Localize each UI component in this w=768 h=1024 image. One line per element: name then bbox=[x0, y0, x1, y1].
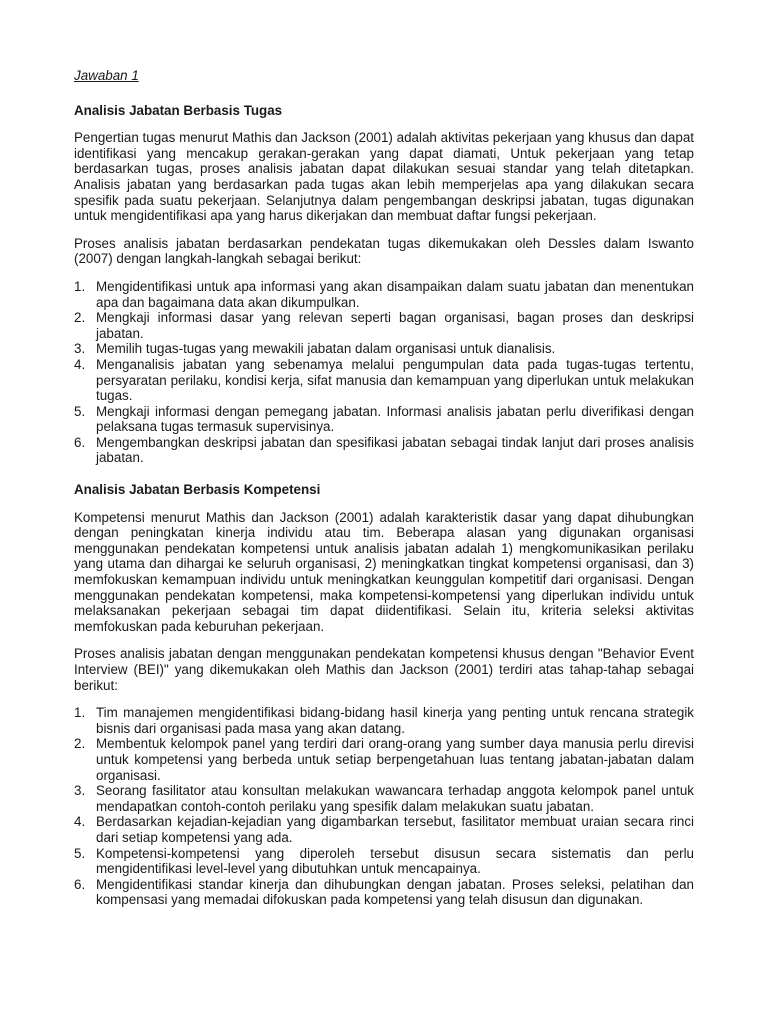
list-item-text: Mengidentifikasi untuk apa informasi yang akan disampaikan dalam suatu jabatan dan menentukan apa dan bagaimana data akan dikumpulkan. bbox=[96, 278, 694, 310]
section-title-task-based: Analisis Jabatan Berbasis Tugas bbox=[74, 102, 283, 118]
list-item bbox=[74, 435, 694, 466]
paragraph: Kompetensi menurut Mathis dan Jackson (2001) adalah karakteristik dasar yang dapat dihubungkan dengan peningkatan kinerja individu atau tim. Beberapa alasan yang digunakan organisasi menggunakan pendekatan kompetensi untuk analisis jabatan adalah 1) mengkomunikasikan perilaku yang utama dan dihargai ke seluruh organisasi, 2) meningkatkan tingkat kompetensi organisasi, dan 3) memfokuskan kemampuan individu untuk meningkatkan keunggulan kompetitif dari organisasi. Dengan menggunakan pendekatan kompetensi, maka kompetensi-kompetensi yang diperlukan individu untuk melaksanakan pekerjaan sebagai tim dapat diidentifikasi. Selain itu, kriteria seleksi aktivitas memfokuskan pada keburuhan pekerjaan. bbox=[74, 509, 694, 634]
list-number: 3. bbox=[74, 783, 86, 799]
list-number: 4. bbox=[74, 356, 86, 372]
list-item bbox=[74, 357, 694, 404]
list-item bbox=[74, 814, 694, 845]
list-number: 3. bbox=[74, 341, 86, 357]
section-title-competency-based: Analisis Jabatan Berbasis Kompetensi bbox=[74, 482, 321, 498]
list-number: 4. bbox=[74, 814, 86, 830]
list-item bbox=[74, 705, 694, 736]
list-number: 5. bbox=[74, 403, 86, 419]
list-item-text: Mengkaji informasi dasar yang relevan seperti bagan organisasi, bagan proses dan deskripsi jabatan. bbox=[96, 310, 694, 341]
list-item-text: Kompetensi-kompetensi yang diperoleh tersebut disusun secara sistematis dan perlu mengidentifikasi level-level yang dibutuhkan untuk mencapainya. bbox=[96, 845, 694, 877]
list-item-text: Seorang fasilitator atau konsultan melakukan wawancara terhadap anggota kelompok panel untuk mendapatkan contoh-contoh perilaku yang spesifik dalam melakukan suatu jabatan. bbox=[96, 783, 694, 814]
list-item bbox=[74, 736, 694, 783]
list-number: 1. bbox=[74, 278, 86, 294]
paragraph: Pengertian tugas menurut Mathis dan Jackson (2001) adalah aktivitas pekerjaan yang khusus dan dapat identifikasi yang mencakup gerakan-gerakan yang dapat diamati, Untuk pekerjaan yang tetap berdasarkan tugas, proses analisis jabatan dapat dilakukan sesuai standar yang telah ditetapkan. Analisis jabatan yang berdasarkan pada tugas akan lebih memperjelas apa yang dilakukan secara spesifik pada suatu pekerjaan. Selanjutnya dalam pengembangan deskripsi jabatan, tugas digunakan untuk mengidentifikasi apa yang harus dikerjakan dan membuat daftar fungsi pekerjaan. bbox=[74, 130, 694, 224]
paragraph: Proses analisis jabatan berdasarkan pendekatan tugas dikemukakan oleh Dessles dalam Iswanto (2007) dengan langkah-langkah sebagai berikut: bbox=[74, 235, 694, 267]
list-item bbox=[74, 279, 694, 310]
list-item-text: Berdasarkan kejadian-kejadian yang digambarkan tersebut, fasilitator membuat uraian secara rinci dari setiap kompetensi yang ada. bbox=[96, 814, 694, 845]
list-item-text: Membentuk kelompok panel yang terdiri dari orang-orang yang sumber daya manusia perlu direvisi untuk kompetensi yang berbeda untuk setiap berpengetahuan luas tentang jabatan-jabatan dalam organisasi. bbox=[96, 736, 694, 783]
list-item-text: Memilih tugas-tugas yang mewakili jabatan dalam organisasi untuk dianalisis. bbox=[96, 341, 556, 357]
competency-based-steps-list bbox=[74, 705, 694, 908]
list-item-text: Tim manajemen mengidentifikasi bidang-bidang hasil kinerja yang penting untuk rencana strategik bisnis dari organisasi pada masa yang akan datang. bbox=[96, 705, 694, 736]
list-item bbox=[74, 310, 694, 341]
task-based-steps-list bbox=[74, 279, 694, 466]
list-number: 2. bbox=[74, 736, 86, 752]
list-item-text: Mengkaji informasi dengan pemegang jabatan. Informasi analisis jabatan perlu diverifikasi dengan pelaksana tugas termasuk supervisinya. bbox=[96, 403, 694, 435]
list-item bbox=[74, 341, 694, 357]
list-item bbox=[74, 404, 694, 435]
paragraph: Proses analisis jabatan dengan menggunakan pendekatan kompetensi khusus dengan "Behavior Event Interview (BEI)" yang dikemukakan oleh Mathis dan Jackson (2001) terdiri atas tahap-tahap sebagai berikut: bbox=[74, 646, 694, 693]
list-item-text: Mengidentifikasi standar kinerja dan dihubungkan dengan jabatan. Proses seleksi, pelatihan dan kompensasi yang memadai difokuskan pada kompetensi yang telah disusun dan digunakan. bbox=[96, 876, 694, 908]
list-item bbox=[74, 846, 694, 877]
list-item bbox=[74, 783, 694, 814]
list-item-text: Menganalisis jabatan yang sebenamya melalui pengumpulan data pada tugas-tugas tertentu, persyaratan perilaku, kondisi kerja, sifat manusia dan kemampuan yang diperlukan untuk melakukan tugas. bbox=[96, 356, 694, 404]
list-number: 5. bbox=[74, 845, 86, 861]
list-number: 6. bbox=[74, 876, 86, 892]
list-number: 6. bbox=[74, 434, 86, 450]
list-number: 1. bbox=[74, 705, 86, 721]
answer-label: Jawaban 1 bbox=[74, 68, 139, 83]
list-item bbox=[74, 877, 694, 908]
list-item-text: Mengembangkan deskripsi jabatan dan spesifikasi jabatan sebagai tindak lanjut dari proses analisis jabatan. bbox=[96, 434, 694, 466]
list-number: 2. bbox=[74, 310, 86, 326]
